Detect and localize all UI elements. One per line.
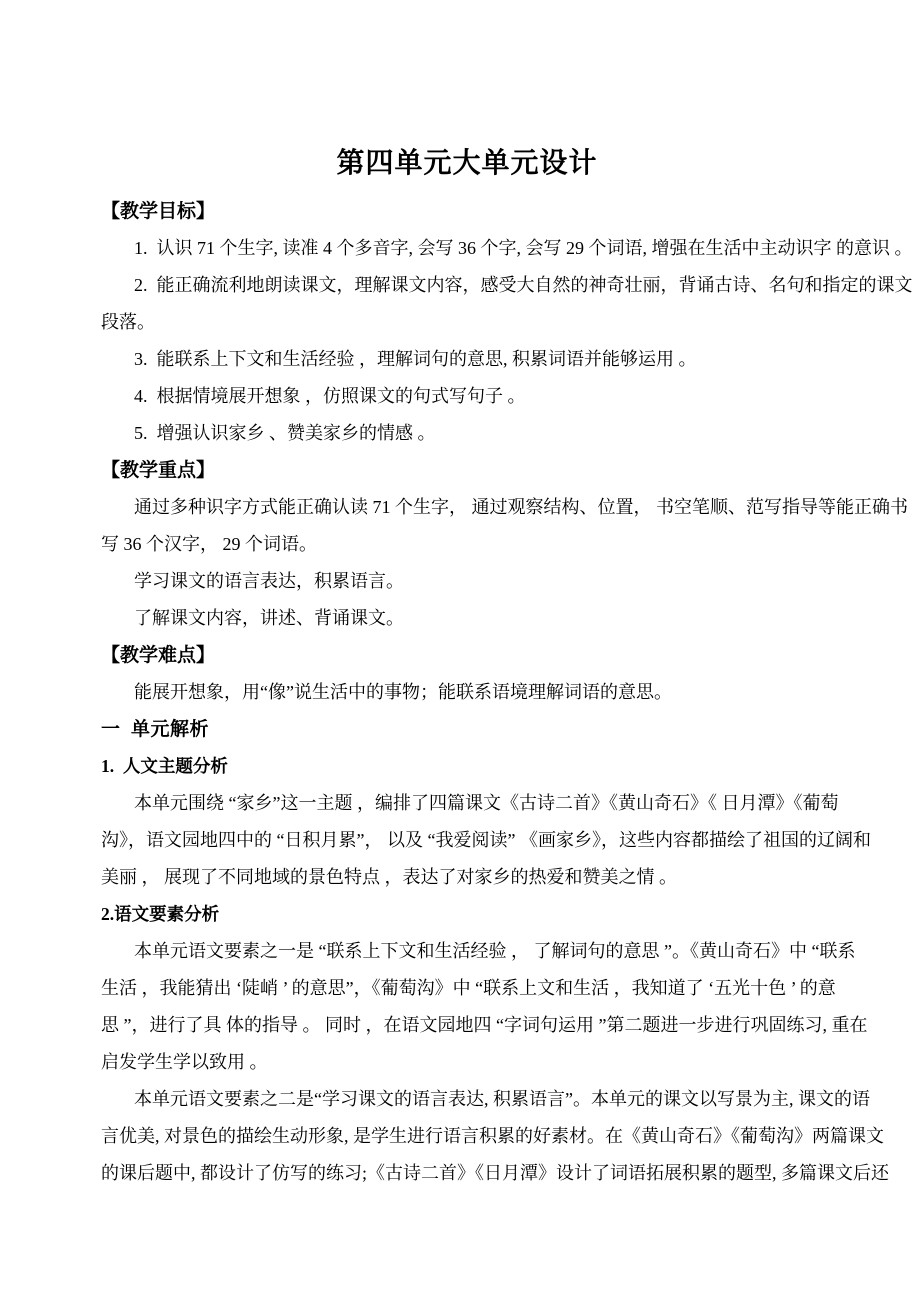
- document-content: [101, 141, 913, 1192]
- humanistic-para-line-2: 沟》，语文园地四中的 “日积月累”， 以及 “我爱阅读” 《画家乡》，这些内容都描绘了祖国的辽阔和: [101, 830, 871, 850]
- elements-para-2-line-1: 本单元语文要素之二是“学习课文的语言表达, 积累语言”。本单元的课文以写景为主, 课文的语: [134, 1089, 870, 1109]
- elements-para-1-line-3: 思 ”，进行了具 体的指导 。 同时 ，在语文园地四 “字词句运用 ”第二题进一步进行巩固练习, 重在: [101, 1015, 868, 1035]
- goal-item-4: 4. 根据情境展开想象 ，仿照课文的句式写句子 。: [134, 386, 526, 406]
- elements-para-2-line-3: 的课后题中, 都设计了仿写的练习;《古诗二首》《日月潭》设计了词语拓展积累的题型, 多篇课文后还: [101, 1163, 889, 1183]
- key-point-para-1-line-2: 写 36 个汉字， 29 个词语。: [101, 534, 317, 554]
- difficulty-para: 能展开想象，用“像”说生活中的事物；能联系语境理解词语的意思。: [134, 682, 672, 702]
- subheading-language-elements: 2.语文要素分析: [101, 904, 220, 924]
- key-point-para-1-line-1: 通过多种识字方式能正确认读 71 个生字， 通过观察结构、位置， 书空笔顺、范写指导等能正确书: [134, 497, 908, 517]
- elements-para-1-line-4: 启发学生学以致用 。: [101, 1052, 268, 1072]
- humanistic-para-line-1: 本单元围绕 “家乡”这一主题 ，编排了四篇课文《古诗二首》《黄山奇石》《 日月潭》《葡萄: [134, 793, 839, 813]
- key-point-para-2: 学习课文的语言表达，积累语言。: [134, 571, 404, 591]
- humanistic-para-line-3: 美丽 ， 展现了不同地域的景色特点 ，表达了对家乡的热爱和赞美之情 。: [101, 867, 677, 887]
- subheading-humanistic-theme: 1. 人文主题分析: [101, 756, 228, 776]
- elements-para-1-line-2: 生活 ，我能猜出 ‘陡峭 ’ 的意思”，《葡萄沟》中 “联系上文和生活 ，我知道了 ‘五光十色 ’ 的意: [101, 978, 836, 998]
- doc-title: 第四单元大单元设计: [336, 148, 598, 179]
- heading-unit-analysis: 一 单元解析: [101, 719, 210, 740]
- goal-item-5: 5. 增强认识家乡 、赞美家乡的情感 。: [134, 423, 436, 443]
- goal-item-1: 1. 认识 71 个生字, 读准 4 个多音字, 会写 36 个字, 会写 29 个词语, 增强在生活中主动识字 的意识 。: [134, 238, 913, 258]
- goal-item-2-line-1: 2. 能正确流利地朗读课文，理解课文内容，感受大自然的神奇壮丽，背诵古诗、名句和指定的课文: [134, 275, 913, 295]
- elements-para-2-line-2: 言优美, 对景色的描绘生动形象, 是学生进行语言积累的好素材。在《黄山奇石》《葡萄沟》两篇课文: [101, 1126, 884, 1146]
- heading-difficulties: 【教学难点】: [101, 645, 216, 666]
- heading-key-points: 【教学重点】: [101, 460, 216, 481]
- goal-item-2-line-2: 段落。: [101, 312, 155, 332]
- heading-teaching-goals: 【教学目标】: [101, 201, 216, 222]
- goal-item-3: 3. 能联系上下文和生活经验 ，理解词句的意思, 积累词语并能够运用 。: [134, 349, 697, 369]
- key-point-para-3: 了解课文内容，讲述、背诵课文。: [134, 608, 404, 628]
- elements-para-1-line-1: 本单元语文要素之一是 “联系上下文和生活经验 ， 了解词句的意思 ”。《黄山奇石》中 “联系: [134, 941, 856, 961]
